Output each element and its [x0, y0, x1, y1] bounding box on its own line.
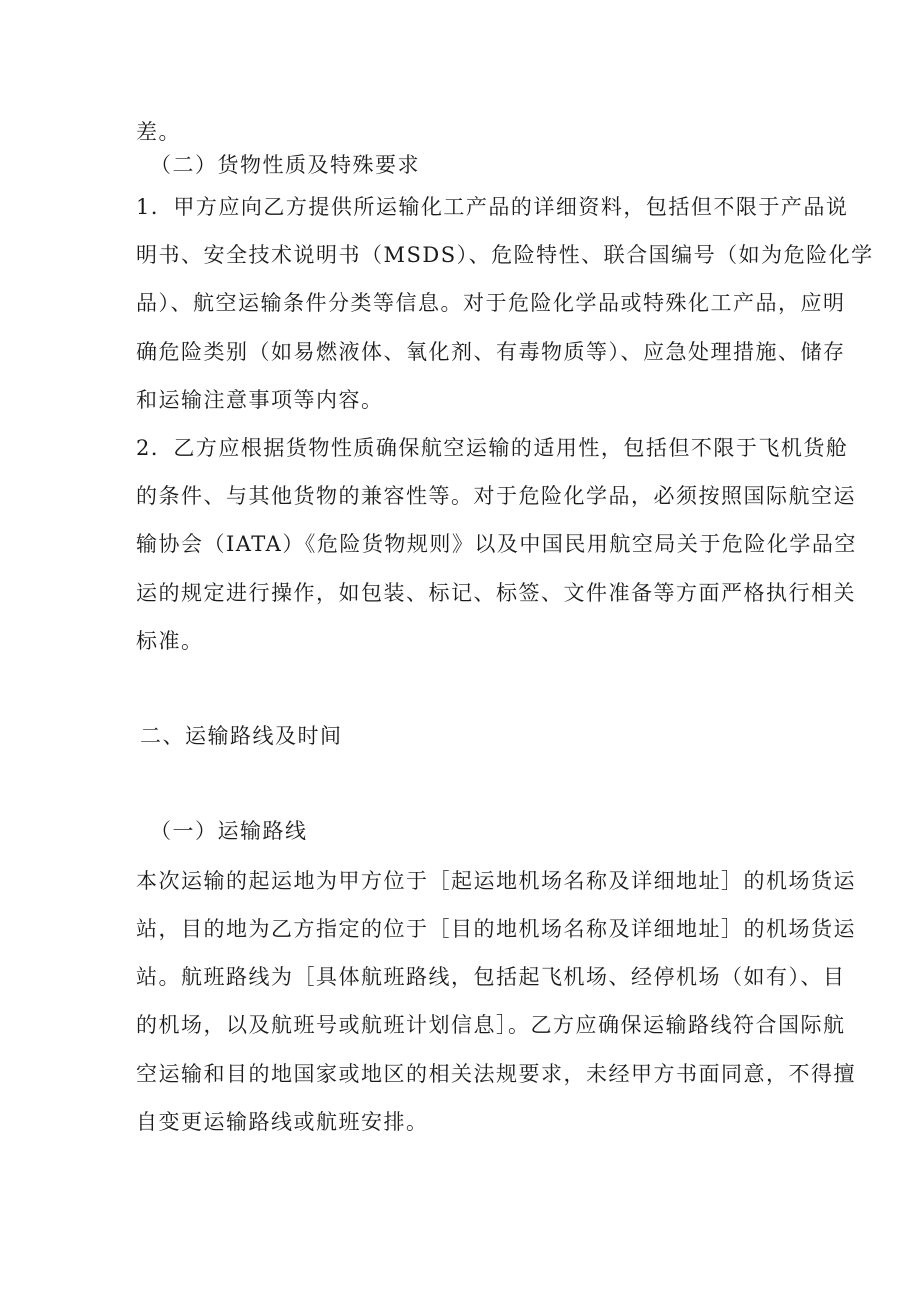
- item1-line-2: 明书、安全技术说明书（MSDS）、危险特性、联合国编号（如为危险化学: [136, 243, 874, 267]
- item2-line-1: 2．乙方应根据货物性质确保航空运输的适用性，包括但不限于飞机货舱: [136, 436, 849, 460]
- subsection-heading-route: （一）运输路线: [150, 819, 308, 843]
- route-line-6: 自变更运输路线或航班安排。: [136, 1110, 429, 1134]
- route-line-2: 站，目的地为乙方指定的位于［目的地机场名称及详细地址］的机场货运: [136, 917, 856, 941]
- paragraph-continuation: 差。: [136, 120, 181, 144]
- route-line-3: 站。航班路线为［具体航班路线，包括起飞机场、经停机场（如有）、目: [136, 965, 846, 989]
- route-line-1: 本次运输的起运地为甲方位于［起运地机场名称及详细地址］的机场货运: [136, 869, 856, 893]
- item1-line-1: 1．甲方应向乙方提供所运输化工产品的详细资料，包括但不限于产品说: [136, 195, 849, 219]
- section-heading-goods-nature: （二）货物性质及特殊要求: [150, 153, 420, 177]
- item2-line-4: 运的规定进行操作，如包装、标记、标签、文件准备等方面严格执行相关: [136, 581, 856, 605]
- item2-line-2: 的条件、与其他货物的兼容性等。对于危险化学品，必须按照国际航空运: [136, 484, 856, 508]
- route-line-4: 的机场，以及航班号或航班计划信息］。乙方应确保运输路线符合国际航: [136, 1013, 846, 1037]
- route-line-5: 空运输和目的地国家或地区的相关法规要求，未经甲方书面同意，不得擅: [136, 1062, 856, 1086]
- item1-line-4: 确危险类别（如易燃液体、氧化剂、有毒物质等）、应急处理措施、储存: [136, 340, 846, 364]
- item1-line-3: 品）、航空运输条件分类等信息。对于危险化学品或特殊化工产品，应明: [136, 291, 846, 315]
- item2-line-3: 输协会（IATA）《危险货物规则》以及中国民用航空局关于危险化学品空: [136, 532, 857, 556]
- section-heading-route-time: 二、运输路线及时间: [140, 724, 343, 748]
- item2-line-5: 标准。: [136, 629, 204, 653]
- item1-line-5: 和运输注意事项等内容。: [136, 388, 384, 412]
